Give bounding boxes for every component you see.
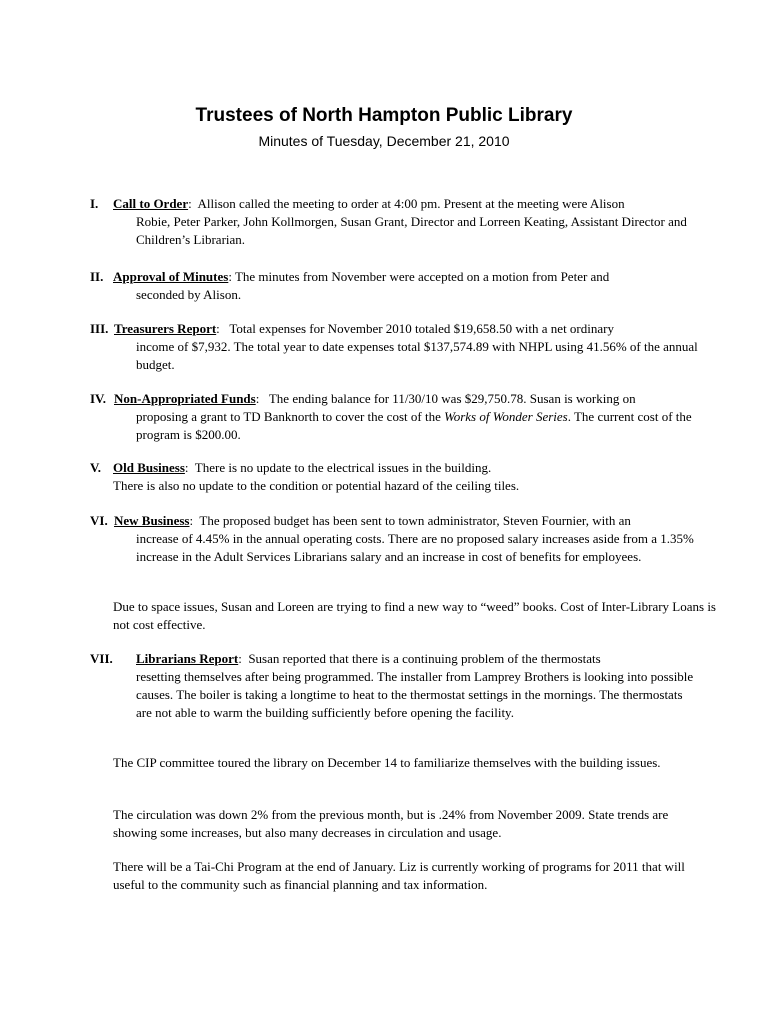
section-number: I. [90,196,99,211]
section-continuation: resetting themselves after being programmed. The installer from Lamprey Brothers is looking into possible causes. The boiler is taking a longtime to heat to the thermostat settings in the mornings. The thermostats are not able to warm the building sufficiently before opening the facility. [136,669,694,720]
section-first-line [113,268,609,286]
section-number: II. [90,269,104,284]
section-number: III. [90,321,109,336]
paragraph: Due to space issues, Susan and Loreen are trying to find a new way to “weed” books. Cost of Inter-Library Loans is not cost effective. [113,599,716,632]
heading-colon: : [216,321,220,336]
section-first-line [114,512,631,530]
section-number: IV. [90,391,107,406]
section-line: There is also no update to the condition or potential hazard of the ceiling tiles. [113,478,520,493]
section-text: The proposed budget has been sent to town administrator, Steven Fournier, with an [199,513,631,528]
section-heading: New Business [114,513,190,528]
section-first-line [113,459,491,477]
section-text: Total expenses for November 2010 totaled $19,658.50 with a net ordinary [229,321,614,336]
document-subtitle: Minutes of Tuesday, December 21, 2010 [258,133,510,149]
section-text: . The current cost of the program is $200.00. [136,409,692,442]
heading-colon: : [188,196,192,211]
section-number: VII. [90,651,113,666]
section-first-line [113,195,625,213]
document-title: Trustees of North Hampton Public Library [195,105,573,126]
section-first-line [114,320,614,338]
heading-colon: : [238,651,242,666]
section-number: VI. [90,513,108,528]
section-text: There is no update to the electrical issues in the building. [194,460,492,475]
section-heading: Old Business [113,460,185,475]
section-heading: Treasurers Report [114,321,217,336]
section-number: V. [90,460,101,475]
series-title: Works of Wonder Series [444,409,568,424]
section-continuation: increase of 4.45% in the annual operating costs. There are no proposed salary increases aside from a 1.35% increase in the Adult Services Librarians salary and an increase in cost of benefits for employees. [136,531,694,564]
section-text: Susan reported that there is a continuing problem of the thermostats [248,651,601,666]
section-continuation: seconded by Alison. [136,287,242,302]
section-first-line [114,390,636,408]
heading-colon: : [228,269,232,284]
heading-colon: : [189,513,194,528]
paragraph: The circulation was down 2% from the previous month, but is .24% from November 2009. State trends are showing some increases, but also many decreases in circulation and usage. [113,807,669,840]
section-heading: Librarians Report [136,651,239,666]
section-heading: Non-Appropriated Funds [114,391,256,406]
section-text: The minutes from November were accepted on a motion from Peter and [234,269,610,284]
section-heading: Call to Order [113,196,189,211]
section-continuation [136,408,736,444]
section-text: The ending balance for 11/30/10 was $29,750.78. Susan is working on [268,391,636,406]
heading-colon: : [255,391,260,406]
section-text: Allison called the meeting to order at 4:00 pm. Present at the meeting were Alison [197,196,625,211]
section-heading: Approval of Minutes [113,269,229,284]
section-text: proposing a grant to TD Banknorth to cover the cost of the [136,409,441,424]
heading-colon: : [184,460,189,475]
section-continuation: income of $7,932. The total year to date expenses total $137,574.89 with NHPL using 41.56% of the annual budget. [136,339,698,372]
section-continuation: Robie, Peter Parker, John Kollmorgen, Susan Grant, Director and Lorreen Keating, Assistant Director and Children’s Librarian. [136,214,687,247]
section-first-line [136,650,601,668]
paragraph: There will be a Tai-Chi Program at the end of January. Liz is currently working of programs for 2011 that will useful to the community such as financial planning and tax information. [113,859,685,892]
paragraph: The CIP committee toured the library on December 14 to familiarize themselves with the building issues. [113,755,661,770]
